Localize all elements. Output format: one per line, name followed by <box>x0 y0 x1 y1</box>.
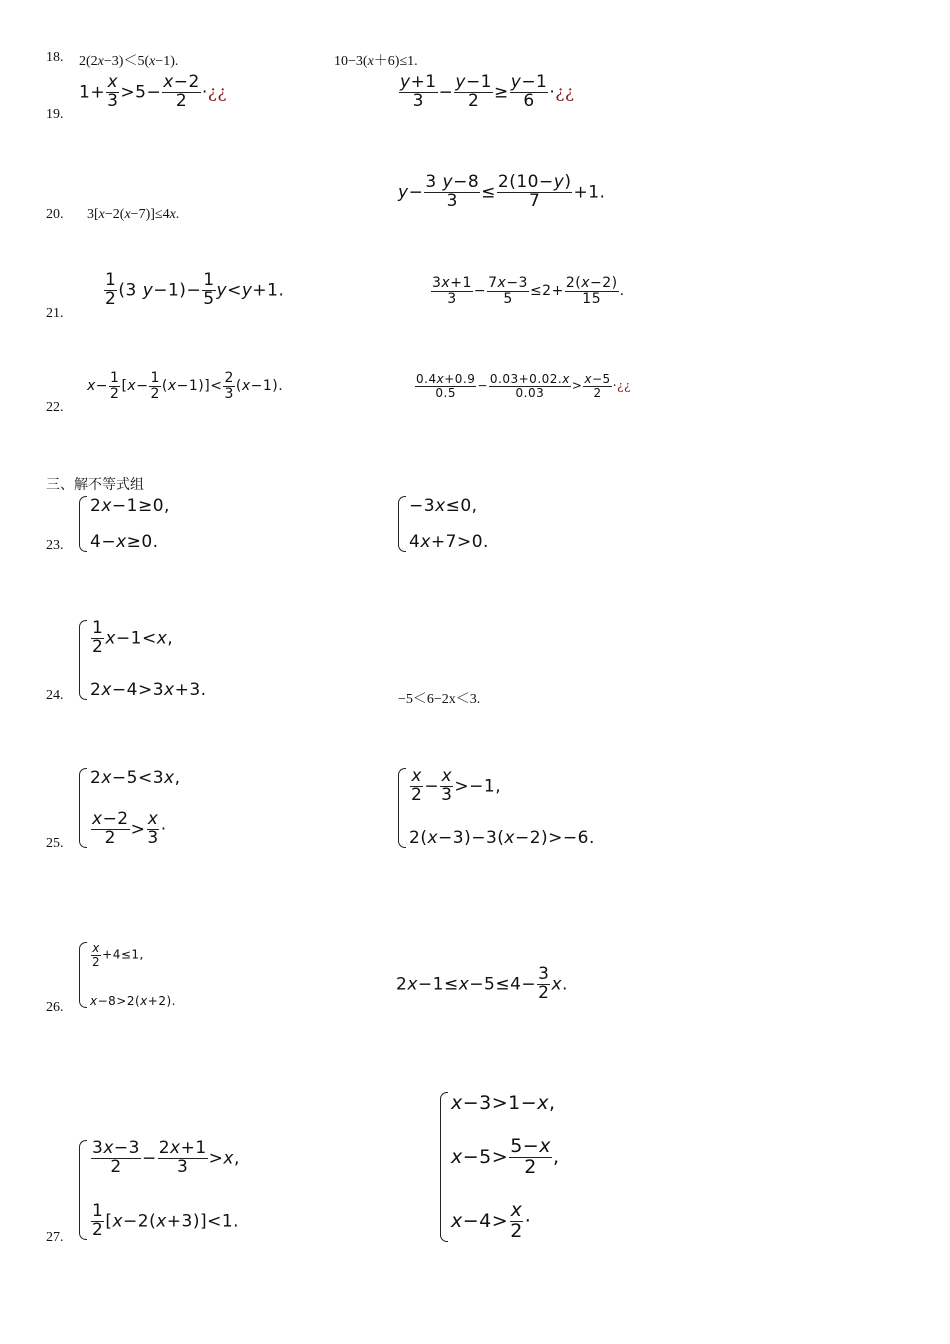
problem-number-18: 18. <box>46 50 64 65</box>
problem-24-right: −5＜6−2x＜3. <box>398 692 481 707</box>
section-title: 三、解不等式组 <box>46 477 144 493</box>
brace <box>79 942 87 1008</box>
garbled-text: ¿¿ <box>207 82 227 103</box>
brace <box>440 1092 448 1242</box>
brace <box>398 768 406 848</box>
problem-25-left: 2x−5<3x, $\frac{x-2}{2}$ > $\frac{x}{3}$ · <box>79 768 180 848</box>
problem-18-right: 10−3(x＋6)≤1. <box>334 54 418 69</box>
brace <box>79 1140 87 1240</box>
brace <box>79 768 87 848</box>
problem-number-26: 26. <box>46 1000 64 1015</box>
problem-26-left: $\frac{x}{2}$ +4≤1, x−8>2(x+2). <box>79 942 176 1008</box>
problem-20-right: y− $\frac{3 y-8}{3}$ ≤ $\frac{2(10-y)}{7}$ +1. <box>398 172 606 211</box>
problem-22-left: x− $\frac{1}{2}$ [x− $\frac{1}{2}$ (x−1)]< $\frac{2}{3}$ (x−1). <box>87 370 284 402</box>
problem-22-right: $\frac{0.4x+0.9}{0.5}$ − $\frac{0.03+0.02.x}{0.03}$ > $\frac{x-5}{2}$ ·¿¿ <box>416 372 631 400</box>
brace <box>79 496 87 552</box>
problem-number-20: 20. <box>46 207 64 222</box>
problem-21-right: $\frac{3x+1}{3}$ − $\frac{7x-3}{5}$ ≤2+ $\frac{2(x-2)}{15}$ . <box>432 275 625 307</box>
garbled-text: ¿¿ <box>617 378 631 393</box>
garbled-text: ¿¿ <box>555 82 575 103</box>
problem-number-21: 21. <box>46 306 64 321</box>
problem-21-left: $\frac{1}{2}$ (3 y−1)− $\frac{1}{5}$ y<y+1. <box>105 270 285 309</box>
problem-23-right: −3x≤0, 4x+7>0. <box>398 496 489 552</box>
problem-19-left: 1+ $\frac{x}{3}$ >5− $\frac{x-2}{2}$ ·¿¿ <box>79 72 227 111</box>
problem-number-22: 22. <box>46 400 64 415</box>
problem-26-right: 2x−1≤x−5≤4− $\frac{3}{2}$ x. <box>396 964 568 1003</box>
problem-27-left: $\frac{3x-3}{2}$ − $\frac{2x+1}{3}$ >x, $\frac{1}{2}$ [x−2(x+3)]<1. <box>79 1140 240 1240</box>
problem-18-left: 2(2x−3)＜5(x−1). <box>79 54 179 69</box>
problem-number-23: 23. <box>46 538 64 553</box>
problem-number-19: 19. <box>46 107 64 122</box>
problem-24-left: $\frac{1}{2}$ x−1<x, 2x−4>3x+3. <box>79 620 207 700</box>
problem-19-right: $\frac{y+1}{3}$ − $\frac{y-1}{2}$ ≥ $\frac{y-1}{6}$ ·¿¿ <box>400 72 575 111</box>
problem-number-24: 24. <box>46 688 64 703</box>
problem-number-27: 27. <box>46 1230 64 1245</box>
problem-23-left: 2x−1≥0, 4−x≥0. <box>79 496 170 552</box>
brace <box>79 620 87 700</box>
brace <box>398 496 406 552</box>
problem-20-left: 3[x−2(x−7)]≤4x. <box>87 207 180 222</box>
problem-number-25: 25. <box>46 836 64 851</box>
problem-27-right: x−3>1−x, x−5> $\frac{5-x}{2}$ , x−4> $\frac{x}{2}$ · <box>440 1092 560 1242</box>
problem-25-right: $\frac{x}{2}$ − $\frac{x}{3}$ >−1, 2(x−3)−3(x−2)>−6. <box>398 768 595 848</box>
